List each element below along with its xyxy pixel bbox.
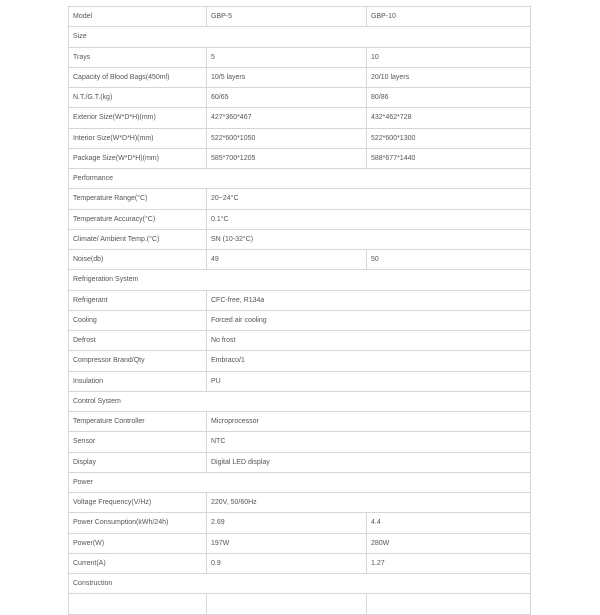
spec-value-cell-gbp5: 197W [207, 533, 367, 553]
table-row [69, 67, 531, 87]
table-row [69, 493, 531, 513]
section-header: Construction [69, 574, 531, 594]
spec-value-cell-gbp5: 427*360*467 [207, 108, 367, 128]
spec-label-cell [69, 594, 207, 614]
spec-value-cell-gbp10: 4.4 [367, 513, 531, 533]
spec-value-cell: SN (10-32°C) [207, 229, 531, 249]
spec-value-cell: CFC-free, R134a [207, 290, 531, 310]
table-row [69, 371, 531, 391]
spec-label-cell: Current(A) [69, 553, 207, 573]
spec-value-cell-gbp10: 80/86 [367, 88, 531, 108]
spec-value-cell-gbp5: 60/65 [207, 88, 367, 108]
section-row [69, 27, 531, 47]
spec-value-cell-gbp10: 522*600*1300 [367, 128, 531, 148]
section-header: Control System [69, 391, 531, 411]
table-row [69, 594, 531, 614]
table-row [69, 310, 531, 330]
spec-label-cell: Sensor [69, 432, 207, 452]
spec-label-cell: Compressor Brand/Qty [69, 351, 207, 371]
spec-label-cell: Interior Size(W*D*H)(mm) [69, 128, 207, 148]
table-row [69, 290, 531, 310]
spec-value-cell-gbp10 [367, 594, 531, 614]
spec-label-cell: Exterior Size(W*D*H)(mm) [69, 108, 207, 128]
spec-value-cell-gbp10: 20/10 layers [367, 67, 531, 87]
table-row [69, 452, 531, 472]
spec-label-cell: Temperature Accuracy(°C) [69, 209, 207, 229]
spec-label-cell: Capacity of Blood Bags(450ml) [69, 67, 207, 87]
spec-value-cell-gbp5: 10/5 layers [207, 67, 367, 87]
table-row [69, 331, 531, 351]
spec-label-cell: Temperature Range(°C) [69, 189, 207, 209]
section-row [69, 472, 531, 492]
spec-value-cell-gbp5 [207, 594, 367, 614]
spec-label-cell: Voltage Frequency(V/Hz) [69, 493, 207, 513]
table-row [69, 148, 531, 168]
spec-table [68, 6, 531, 615]
spec-value-cell: PU [207, 371, 531, 391]
table-row [69, 209, 531, 229]
spec-value-cell: Microprocessor [207, 412, 531, 432]
table-row [69, 7, 531, 27]
table-row [69, 47, 531, 67]
spec-label-cell: Refrigerant [69, 290, 207, 310]
spec-value-cell-gbp5: GBP-5 [207, 7, 367, 27]
spec-value-cell-gbp5: 0.9 [207, 553, 367, 573]
section-header: Power [69, 472, 531, 492]
section-header: Refrigeration System [69, 270, 531, 290]
spec-value-cell-gbp10: 10 [367, 47, 531, 67]
spec-label-cell: Climate/ Ambient Temp.(°C) [69, 229, 207, 249]
spec-value-cell: Digital LED display [207, 452, 531, 472]
spec-value-cell: 20~24°C [207, 189, 531, 209]
spec-label-cell: N.T./G.T.(kg) [69, 88, 207, 108]
spec-value-cell-gbp10: GBP-10 [367, 7, 531, 27]
spec-label-cell: Noise(db) [69, 250, 207, 270]
spec-value-cell: 220V, 50/60Hz [207, 493, 531, 513]
spec-label-cell: Insulation [69, 371, 207, 391]
section-header: Performance [69, 169, 531, 189]
spec-label-cell: Display [69, 452, 207, 472]
spec-label-cell: Power Consumption(kWh/24h) [69, 513, 207, 533]
spec-label-cell: Power(W) [69, 533, 207, 553]
table-row [69, 432, 531, 452]
section-header: Size [69, 27, 531, 47]
table-row [69, 250, 531, 270]
table-row [69, 553, 531, 573]
table-row [69, 108, 531, 128]
table-row [69, 189, 531, 209]
spec-value-cell: Forced air cooling [207, 310, 531, 330]
spec-value-cell-gbp10: 432*462*728 [367, 108, 531, 128]
spec-value-cell: No frost [207, 331, 531, 351]
section-row [69, 270, 531, 290]
spec-value-cell-gbp10: 588*677*1440 [367, 148, 531, 168]
table-row [69, 513, 531, 533]
table-row [69, 88, 531, 108]
spec-label-cell: Cooling [69, 310, 207, 330]
table-row [69, 229, 531, 249]
table-row [69, 351, 531, 371]
spec-label-cell: Temperature Controller [69, 412, 207, 432]
spec-table-body [69, 7, 531, 615]
section-row [69, 574, 531, 594]
spec-label-cell: Model [69, 7, 207, 27]
spec-label-cell: Defrost [69, 331, 207, 351]
spec-label-cell: Package Size(W*D*H)(mm) [69, 148, 207, 168]
spec-label-cell: Trays [69, 47, 207, 67]
spec-value-cell-gbp10: 1.27 [367, 553, 531, 573]
spec-value-cell-gbp5: 2.69 [207, 513, 367, 533]
spec-value-cell: 0.1°C [207, 209, 531, 229]
section-row [69, 391, 531, 411]
spec-value-cell-gbp5: 49 [207, 250, 367, 270]
spec-value-cell-gbp5: 585*700*1205 [207, 148, 367, 168]
spec-value-cell-gbp10: 50 [367, 250, 531, 270]
spec-value-cell-gbp5: 5 [207, 47, 367, 67]
section-row [69, 169, 531, 189]
spec-value-cell-gbp10: 280W [367, 533, 531, 553]
spec-value-cell: Embraco/1 [207, 351, 531, 371]
table-row [69, 533, 531, 553]
table-row [69, 412, 531, 432]
spec-value-cell-gbp5: 522*600*1050 [207, 128, 367, 148]
table-row [69, 128, 531, 148]
spec-value-cell: NTC [207, 432, 531, 452]
